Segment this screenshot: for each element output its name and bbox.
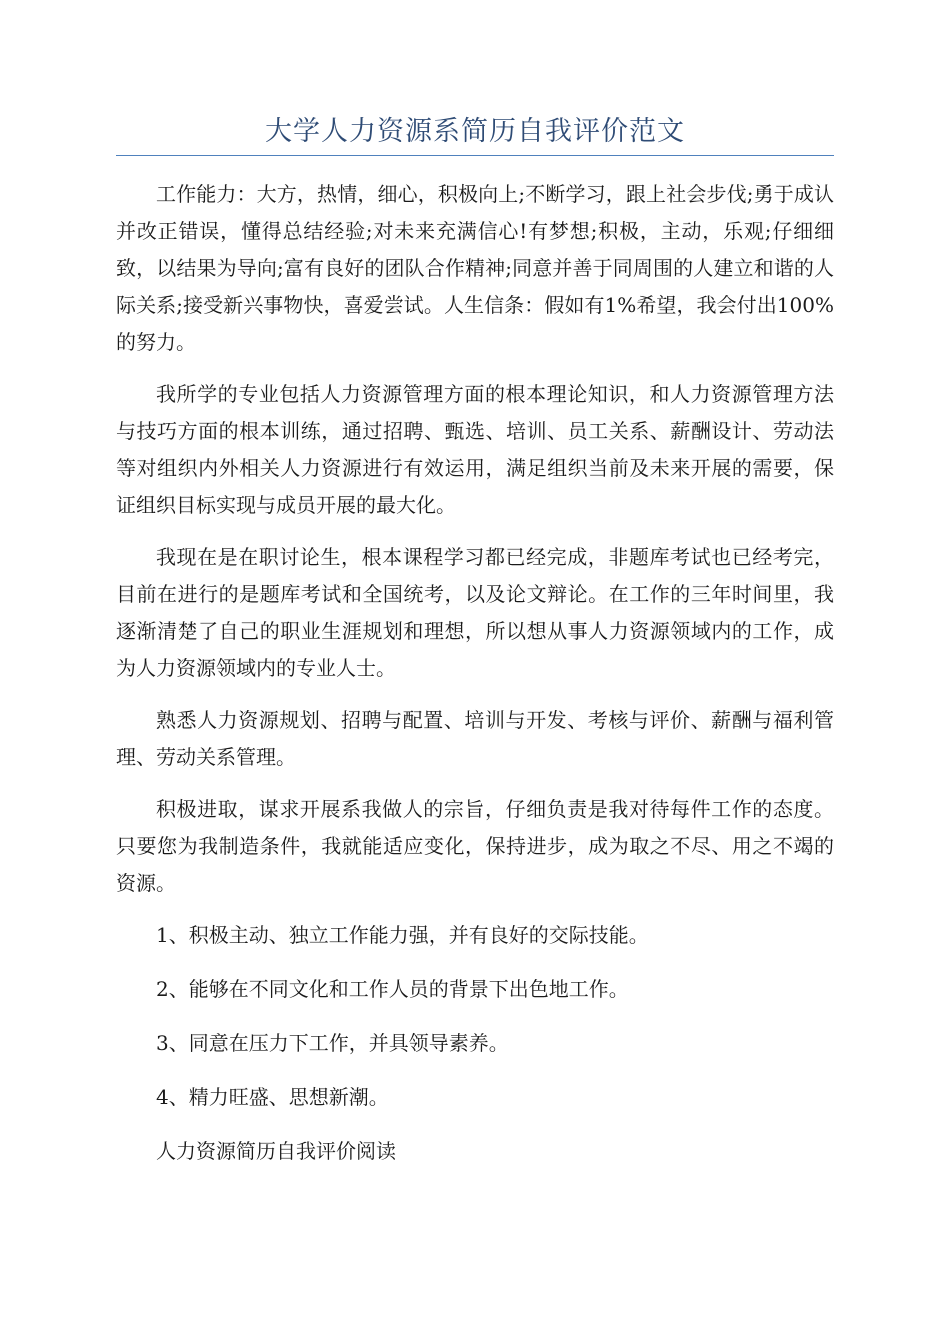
- list-item: 1、积极主动、独立工作能力强，并有良好的交际技能。: [156, 923, 649, 947]
- closing-line: 人力资源简历自我评价阅读: [156, 1139, 396, 1163]
- list-item: 4、精力旺盛、思想新潮。: [156, 1085, 389, 1109]
- list-item: 3、同意在压力下工作，并具领导素养。: [156, 1031, 509, 1055]
- paragraph-current-status: 我现在是在职讨论生，根本课程学习都已经完成，非题库考试也已经考完，目前在进行的是题库考试和全国统考，以及论文辩论。在工作的三年时间里，我逐渐清楚了自己的职业生涯规划和理想，所以想从事人力资源领域内的工作，成为人力资源领域内的专业人士。: [116, 545, 834, 680]
- title-underline: [116, 155, 834, 156]
- paragraph-work-ability: 工作能力：大方，热情，细心，积极向上;不断学习，跟上社会步伐;勇于成认并改正错误，懂得总结经验;对未来充满信心!有梦想;积极，主动，乐观;仔细细致，以结果为导向;富有良好的团队合作精神;同意并善于同周围的人建立和谐的人际关系;接受新兴事物快，喜爱尝试。人生信条：假如有1%希望，我会付出100%的努力。: [116, 182, 834, 354]
- paragraph-attitude: 积极进取，谋求开展系我做人的宗旨，仔细负责是我对待每件工作的态度。只要您为我制造条件，我就能适应变化，保持进步，成为取之不尽、用之不竭的资源。: [116, 797, 834, 895]
- document-body: [116, 176, 834, 1187]
- paragraph-major: 我所学的专业包括人力资源管理方面的根本理论知识，和人力资源管理方法与技巧方面的根本训练，通过招聘、甄选、培训、员工关系、薪酬设计、劳动法等对组织内外相关人力资源进行有效运用，满足组织当前及未来开展的需要，保证组织目标实现与成员开展的最大化。: [116, 382, 834, 517]
- list-item: 2、能够在不同文化和工作人员的背景下出色地工作。: [156, 977, 629, 1001]
- document-title: 大学人力资源系简历自我评价范文: [265, 116, 685, 147]
- paragraph-familiar-with: 熟悉人力资源规划、招聘与配置、培训与开发、考核与评价、薪酬与福利管理、劳动关系管理。: [116, 708, 834, 769]
